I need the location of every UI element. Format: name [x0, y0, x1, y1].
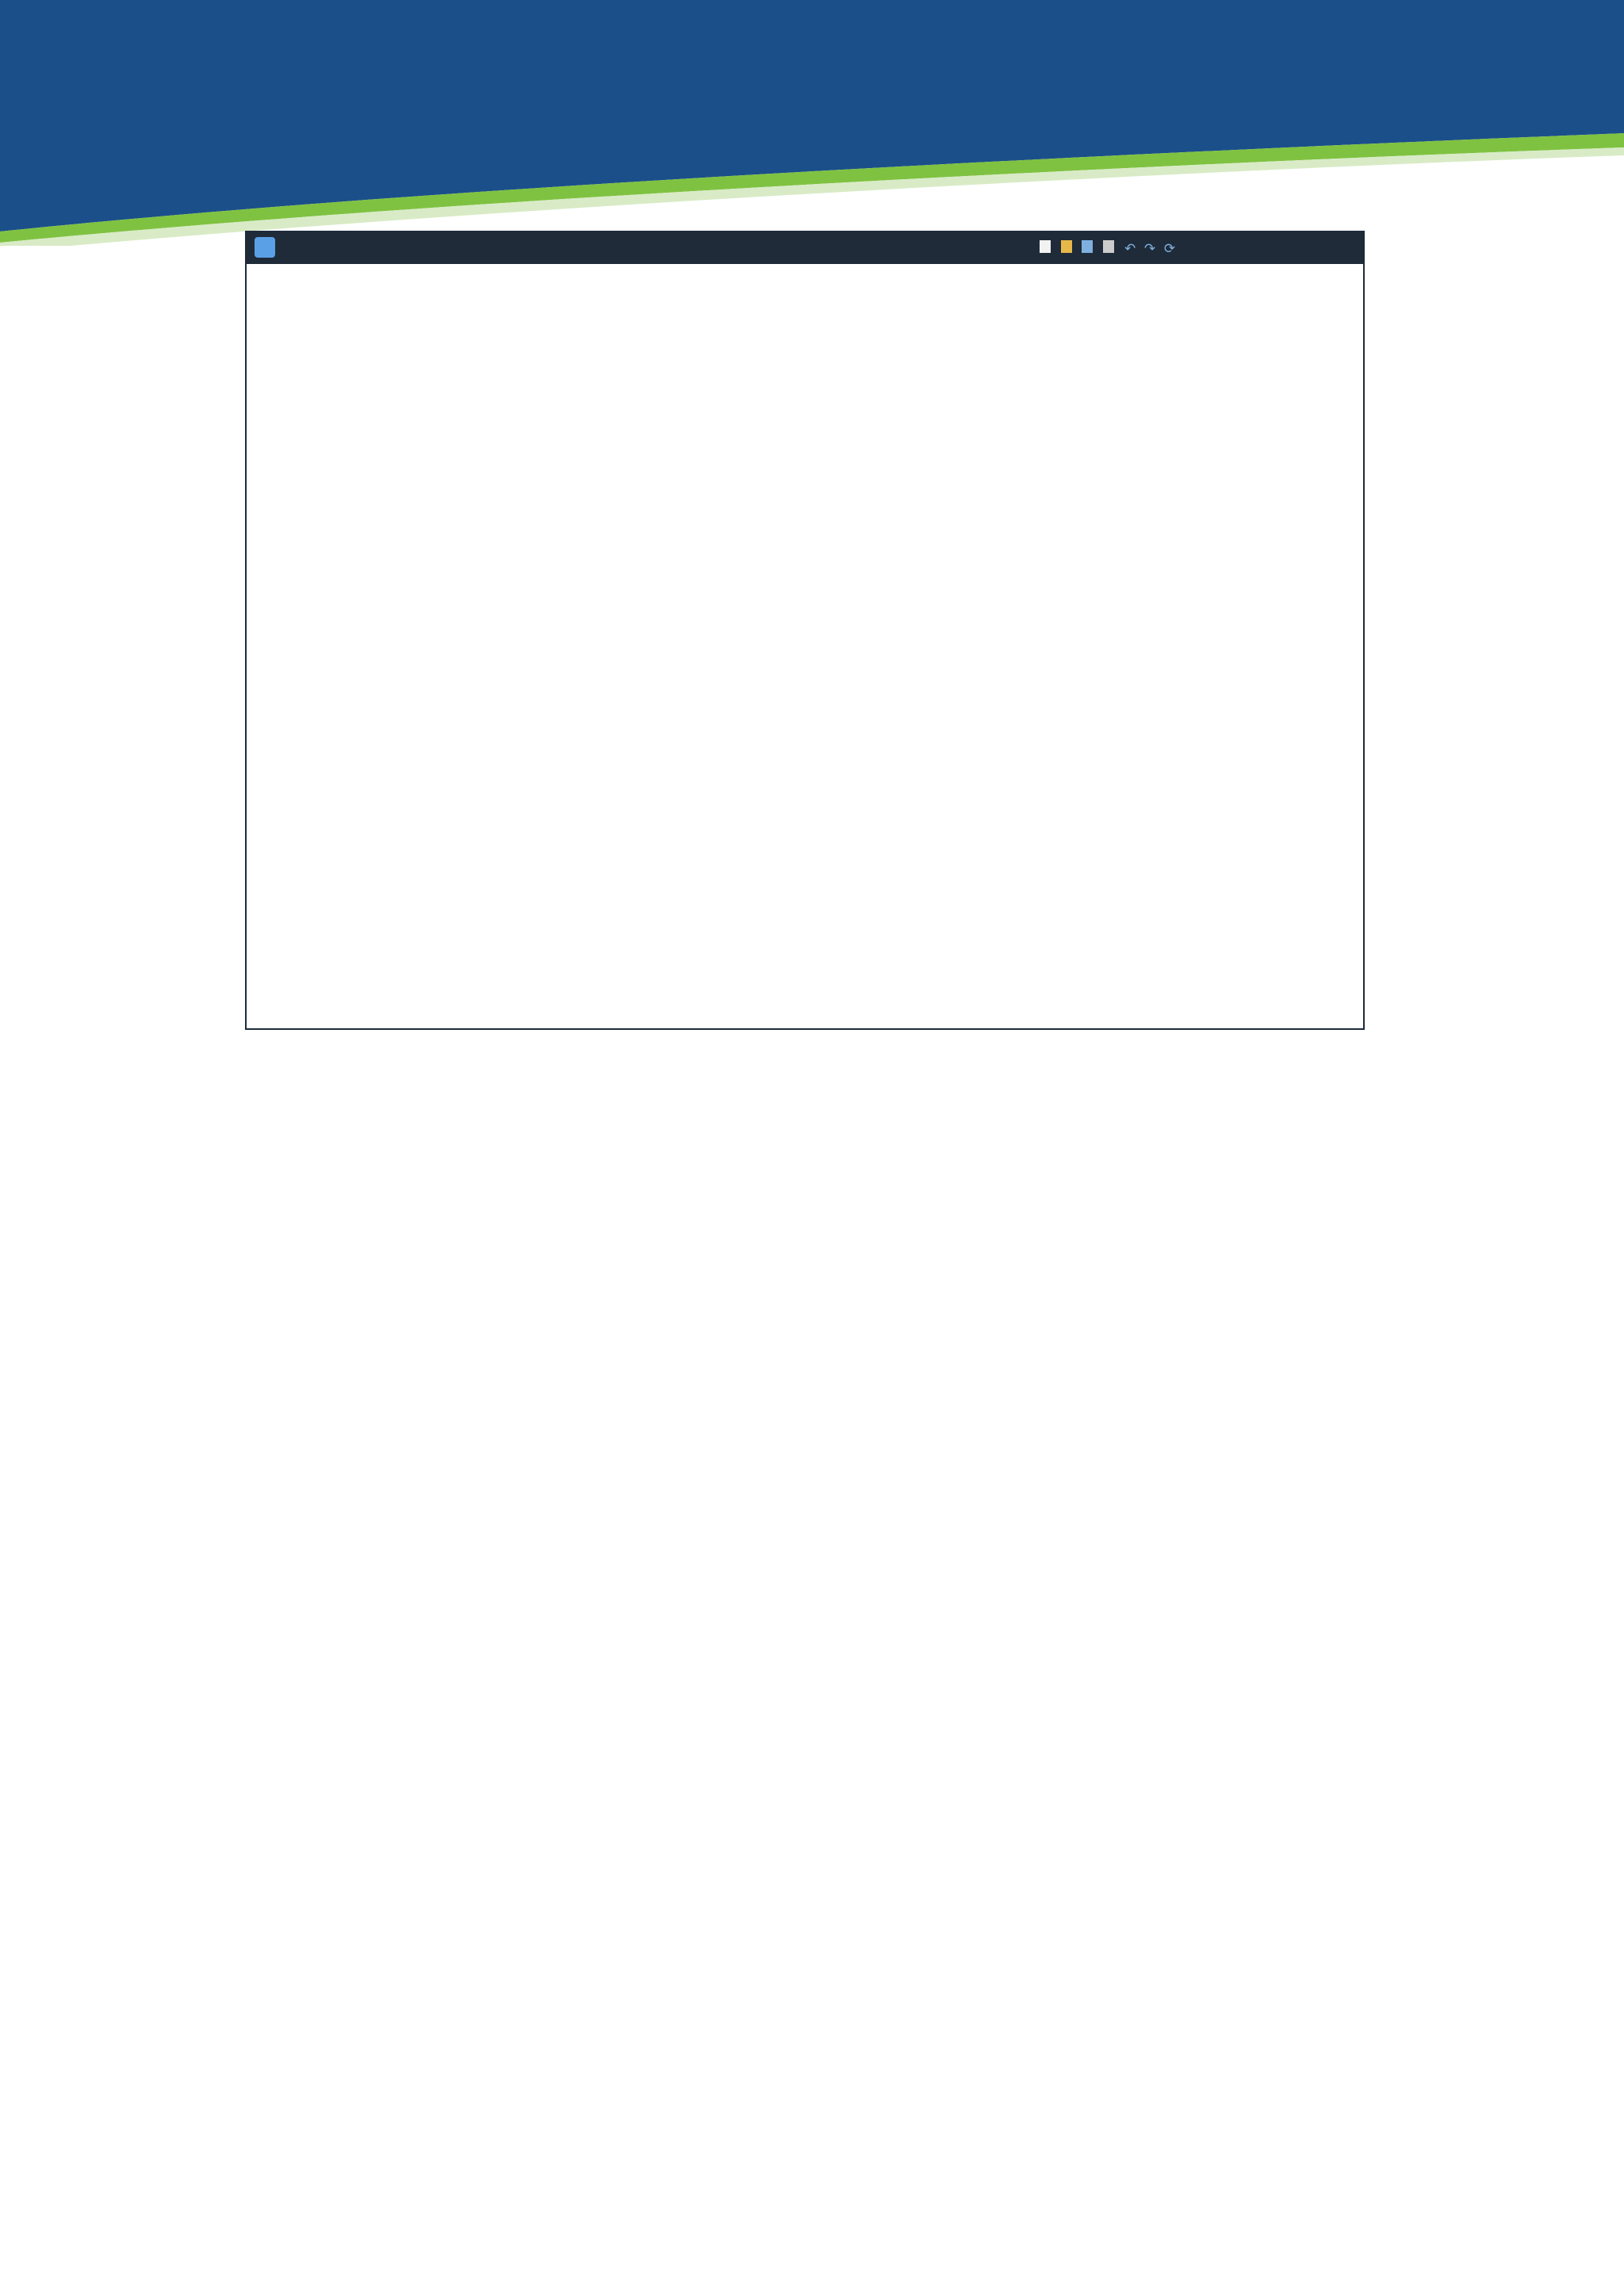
- refresh-icon[interactable]: ⟳: [1163, 241, 1176, 256]
- redo-icon[interactable]: ↷: [1143, 241, 1156, 256]
- print-icon[interactable]: [1103, 240, 1114, 253]
- header-banner: [0, 0, 1624, 246]
- title-bar: [247, 232, 1363, 264]
- save-icon[interactable]: [1082, 240, 1093, 253]
- new-icon[interactable]: [1040, 240, 1051, 253]
- open-icon[interactable]: [1061, 240, 1072, 253]
- undo-icon[interactable]: ↶: [1124, 241, 1136, 256]
- app-icon[interactable]: [255, 237, 275, 258]
- zw3d-screenshot: [245, 231, 1365, 1030]
- quick-access-toolbar: [1040, 240, 1175, 257]
- banner-graphic: [0, 0, 1624, 246]
